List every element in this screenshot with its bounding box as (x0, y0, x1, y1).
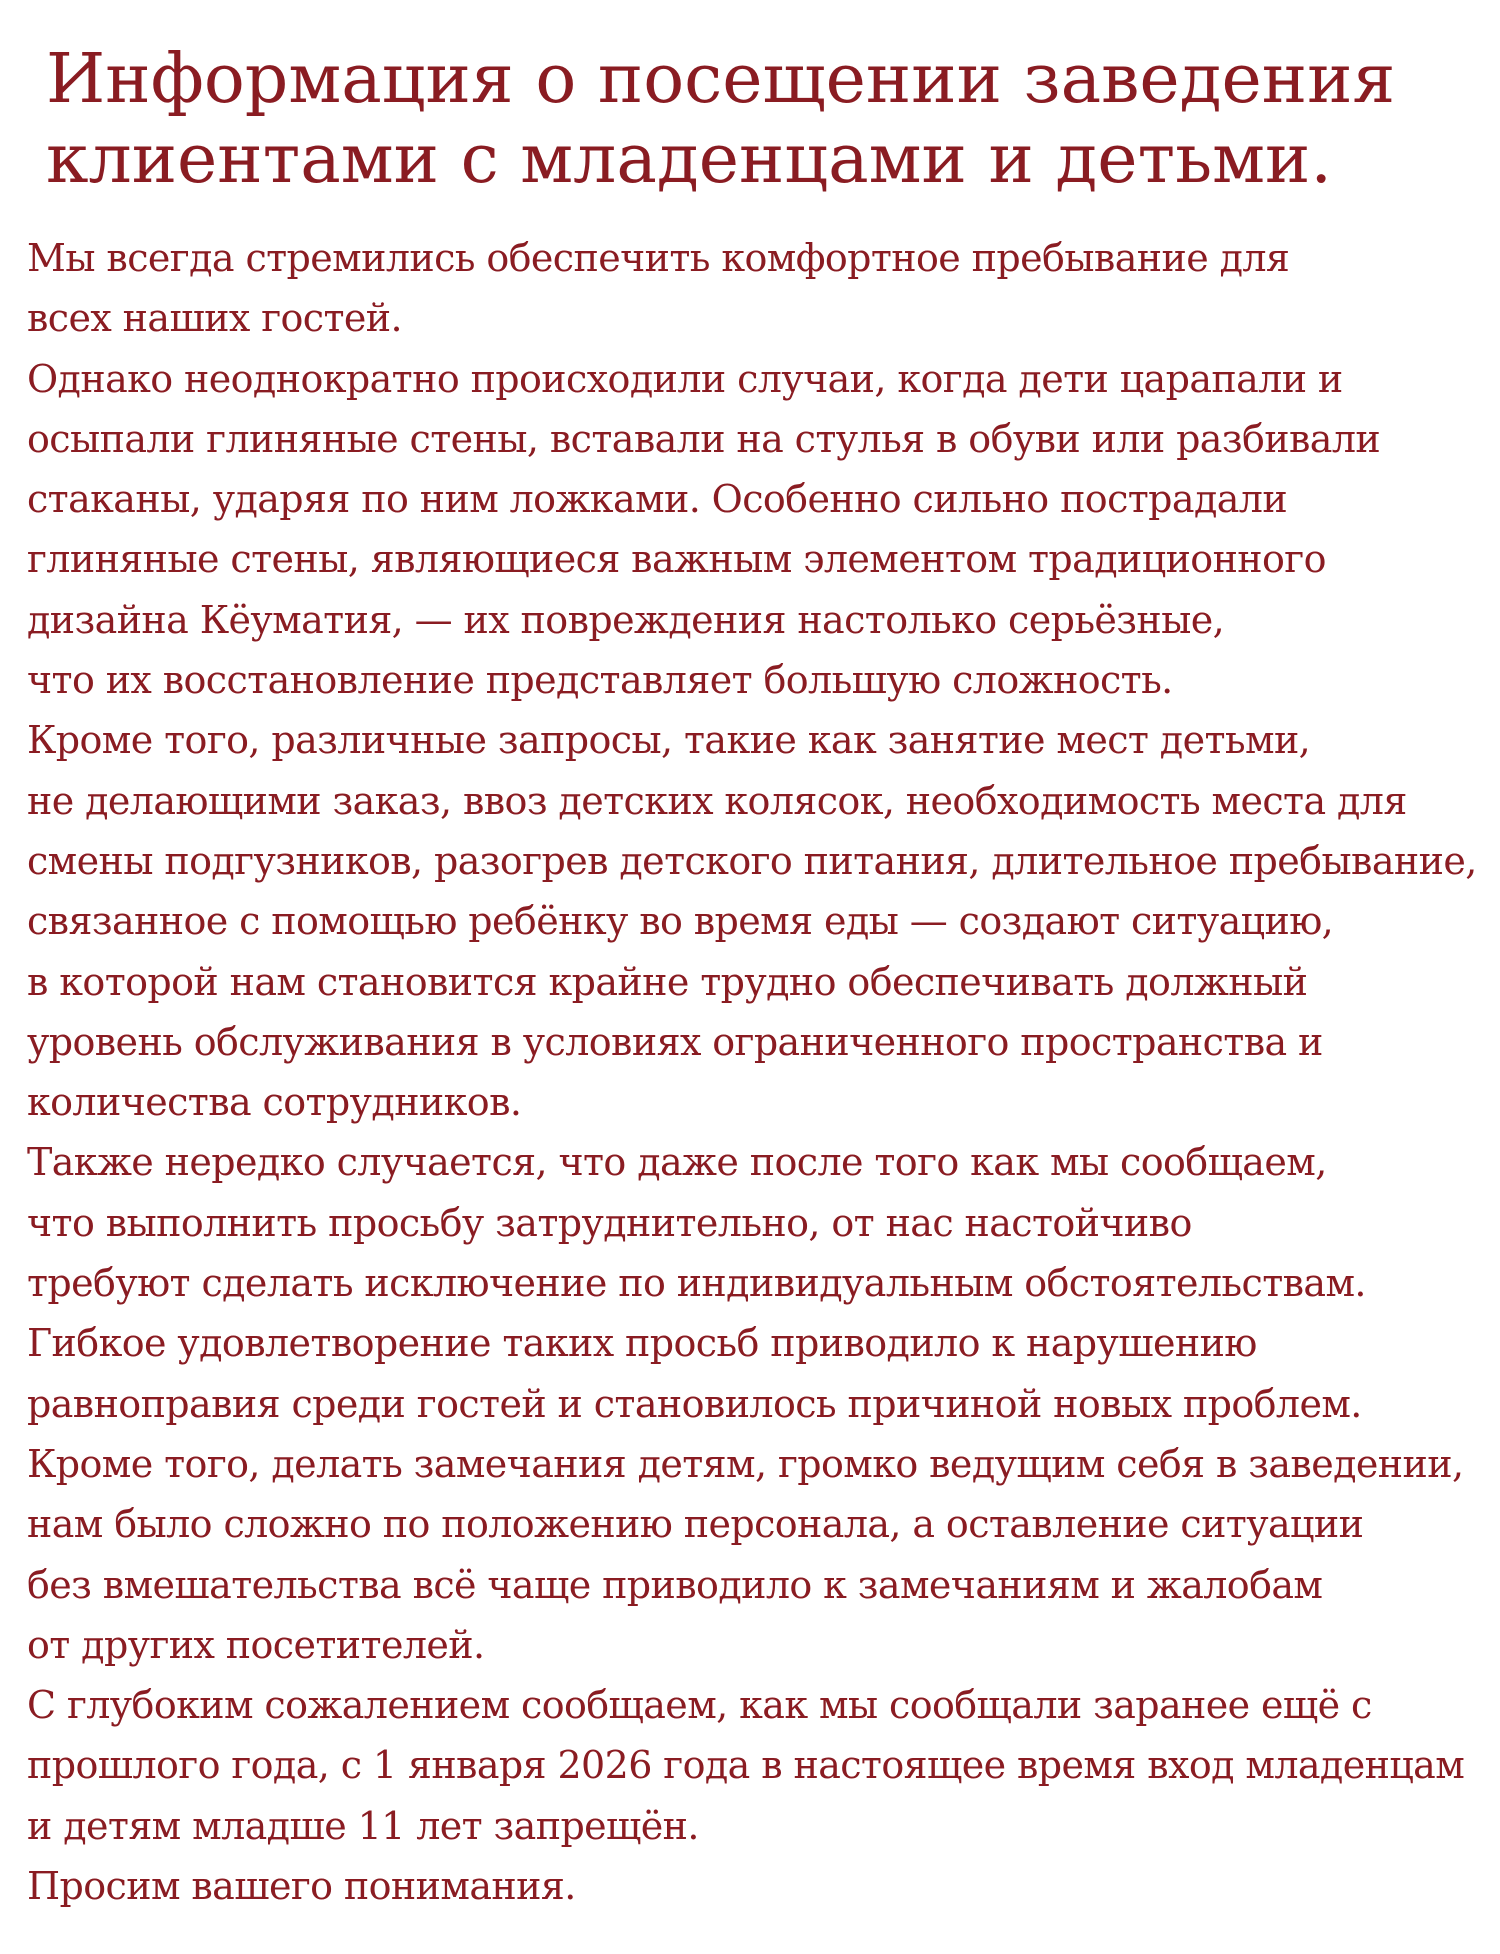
body-line: что их восстановление представляет большую сложность. (27, 658, 1173, 703)
body-line: глиняные стены, являющиеся важным элементом традиционного (27, 537, 1326, 582)
body-line: Кроме того, различные запросы, такие как занятие мест детьми, (27, 718, 1311, 763)
body-line: и детям младше 11 лет запрещён. (27, 1803, 699, 1848)
notice-title (46, 40, 1466, 200)
body-line: дизайна Кёуматия, — их повреждения настолько серьёзные, (27, 597, 1225, 642)
body-line: не делающими заказ, ввоз детских колясок, необходимость места для (27, 778, 1407, 823)
title-line: клиентами с младенцами и детьми. (46, 120, 1332, 199)
body-line: С глубоким сожалением сообщаем, как мы сообщали заранее ещё с (27, 1683, 1372, 1728)
body-line: количества сотрудников. (27, 1080, 522, 1125)
body-line: уровень обслуживания в условиях ограниченного пространства и (27, 1019, 1323, 1064)
body-line: прошлого года, с 1 января 2026 года в настоящее время вход младенцам (27, 1743, 1465, 1788)
body-line: стаканы, ударяя по ним ложками. Особенно сильно пострадали (27, 477, 1288, 522)
body-line: что выполнить просьбу затруднительно, от нас настойчиво (27, 1200, 1192, 1245)
body-line: осыпали глиняные стены, вставали на стулья в обуви или разбивали (27, 416, 1381, 461)
body-line: Гибкое удовлетворение таких просьб приводило к нарушению (27, 1321, 1257, 1366)
body-line: в которой нам становится крайне трудно обеспечивать должный (27, 959, 1308, 1004)
body-line: требуют сделать исключение по индивидуальным обстоятельствам. (27, 1261, 1366, 1306)
body-line: нам было сложно по положению персонала, а оставление ситуации (27, 1502, 1364, 1547)
body-line: без вмешательства всё чаще приводило к замечаниям и жалобам (27, 1562, 1323, 1607)
body-line: Однако неоднократно происходили случаи, когда дети царапали и (27, 356, 1343, 401)
body-line: Мы всегда стремились обеспечить комфортное пребывание для (27, 236, 1290, 280)
body-line: от других посетителей. (27, 1622, 485, 1667)
body-line: Также нередко случается, что даже после того как мы сообщаем, (27, 1140, 1327, 1185)
body-line: смены подгузников, разогрев детского питания, длительное пребывание, (27, 838, 1477, 883)
body-line: Кроме того, делать замечания детям, громко ведущим себя в заведении, (27, 1441, 1464, 1486)
body-line: Просим вашего понимания. (27, 1864, 576, 1909)
body-line: всех наших гостей. (27, 296, 403, 341)
title-line: Информация о посещении заведения (46, 40, 1396, 119)
body-line: равноправия среди гостей и становилось причиной новых проблем. (27, 1381, 1362, 1426)
body-line: связанное с помощью ребёнку во время еды — создают ситуацию, (27, 899, 1334, 944)
notice-body (27, 228, 1477, 1916)
